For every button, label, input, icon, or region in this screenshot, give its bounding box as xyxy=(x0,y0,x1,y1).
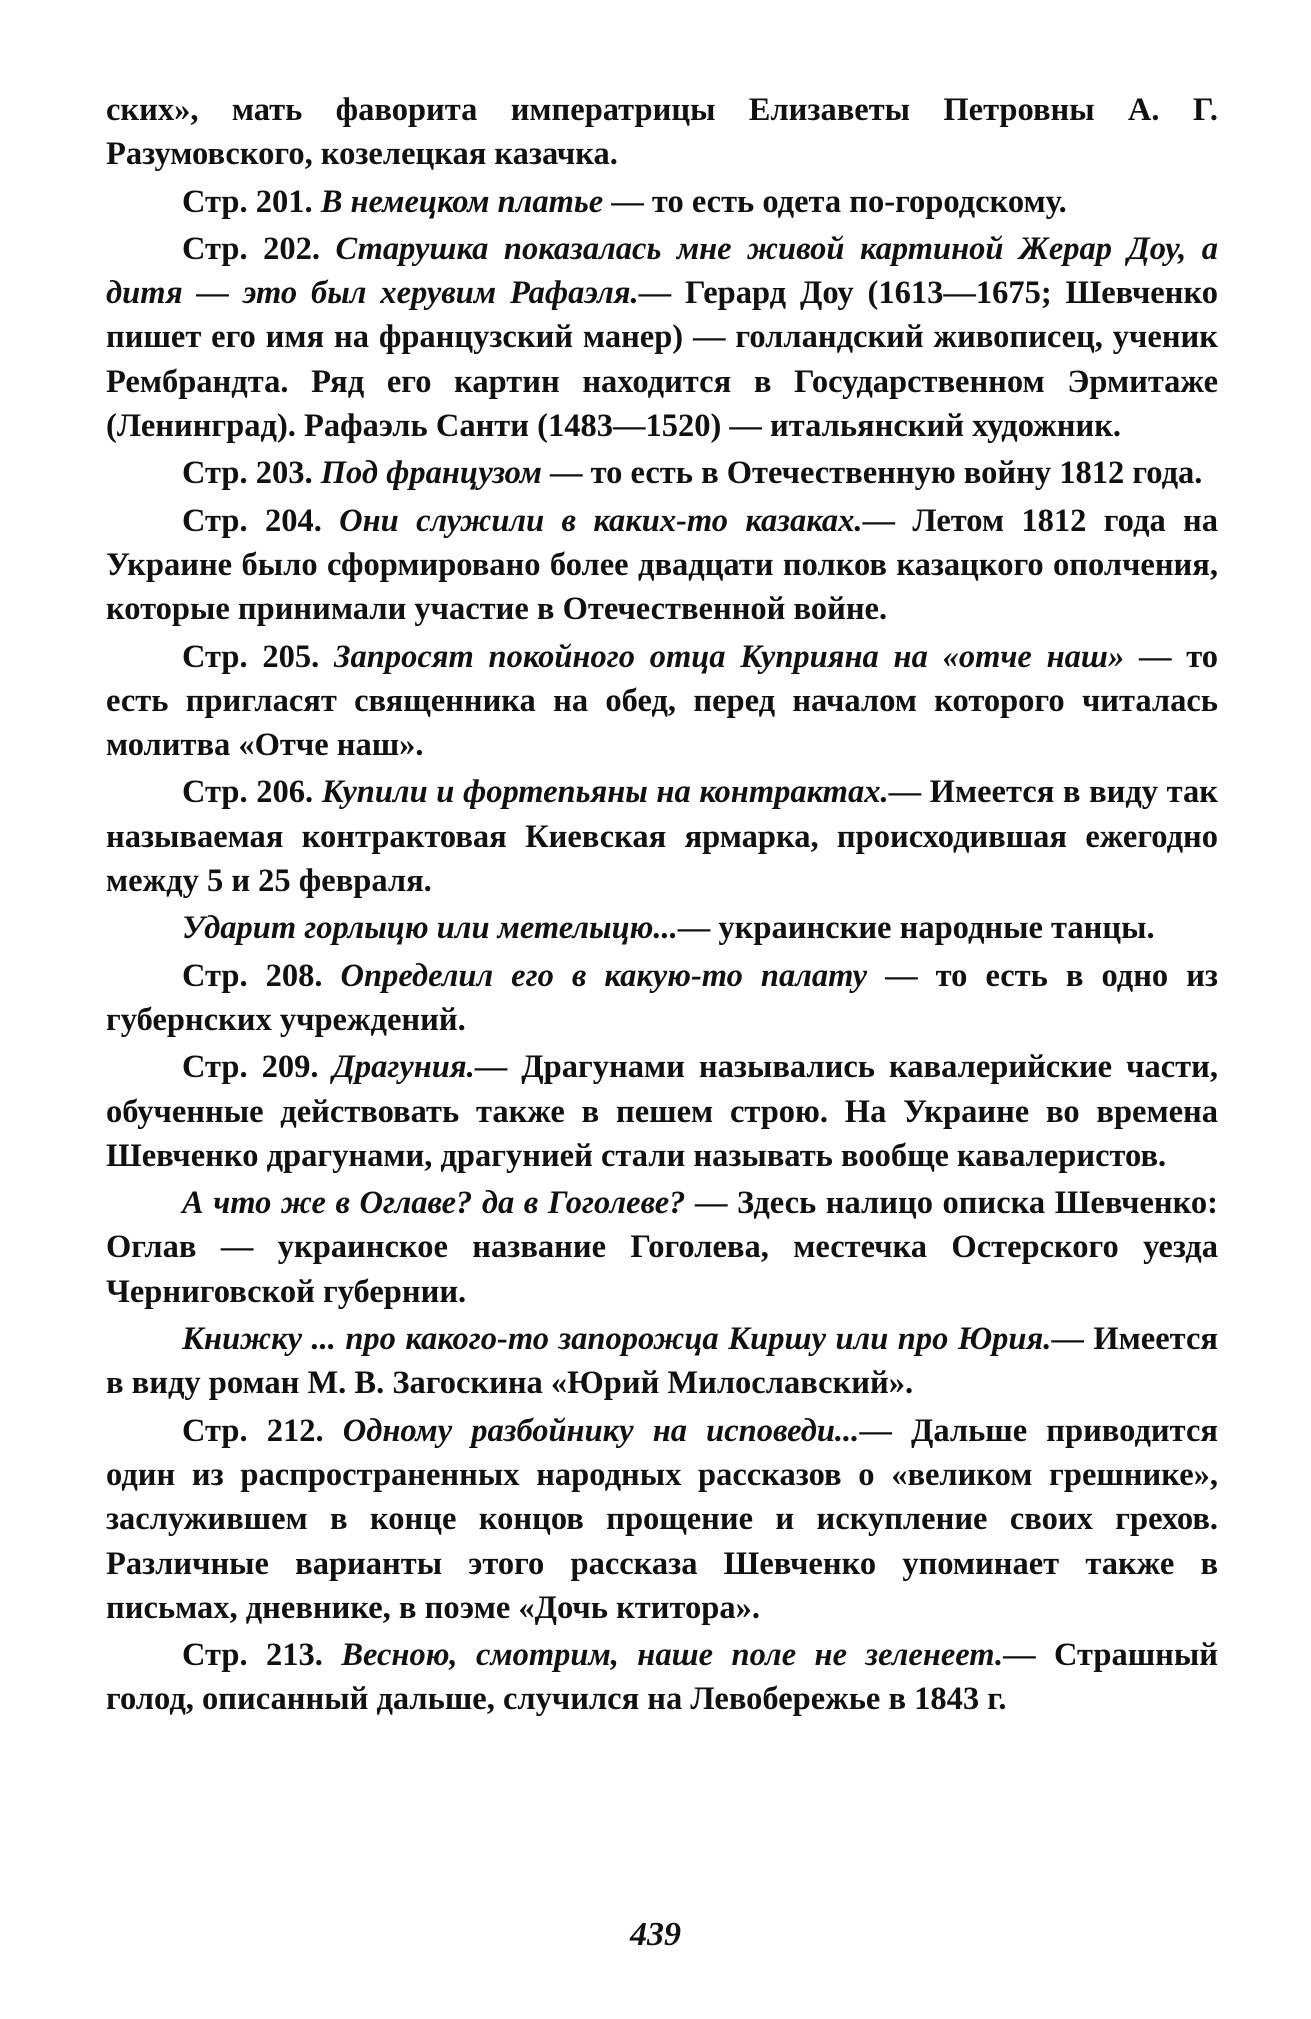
commentary-text xyxy=(106,88,1218,1725)
paragraph: Стр. 208. Определил его в какую-то палату — то есть в одно из губернских учреждений. xyxy=(106,957,1218,1038)
paragraph: Стр. 213. Весною, смотрим, наше поле не зеленеет.— Страшный голод, описанный дальше, случился на Левобережье в 1843 г. xyxy=(106,1637,1218,1718)
paragraph: А что же в Оглаве? да в Гоголеве? — Здесь налицо описка Шевченко: Оглав — украинское название Гоголева, местечка Остерского уезда Черниговской губернии. xyxy=(106,1185,1218,1310)
paragraph: Стр. 212. Одному разбойнику на исповеди...— Дальше приводится один из распространенных народных рассказов о «великом грешнике», заслужившем в конце концов прощение и искупление своих грехов. Различные варианты этого рассказа Шевченко упоминает также в письмах, дневнике, в поэме «Дочь ктитора». xyxy=(106,1412,1218,1626)
paragraph: Стр. 204. Они служили в каких-то казаках.— Летом 1812 года на Украине было сформировано более двадцати полков казацкого ополчения, которые принимали участие в Отечественной войне. xyxy=(106,502,1219,628)
paragraph: ских», мать фаворита императрицы Елизаветы Петровны А. Г. Разумовского, козелецкая казачка. xyxy=(106,92,1218,173)
paragraph: Стр. 201. В немецком платье — то есть одета по-городскому. xyxy=(182,183,1067,220)
paragraph: Стр. 203. Под французом — то есть в Отечественную войну 1812 года. xyxy=(182,455,1203,492)
paragraph: Ударит горлыцю или метелыцю...— украинские народные танцы. xyxy=(182,910,1155,947)
page-number: 439 xyxy=(630,1916,681,1953)
paragraph: Стр. 202. Старушка показалась мне живой картиной Жерар Доу, а дитя — это был херувим Рафаэля.— Герард Доу (1613—1675; Шевченко пишет его имя на французский манер) — голландский живописец, ученик Рембрандта. Ряд его картин находится в Государственном Эрмитаже (Ленинград). Рафаэль Санти (1483—1520) — итальянский художник. xyxy=(106,230,1219,445)
paragraph: Стр. 209. Драгуния.— Драгунами назывались кавалерийские части, обученные действовать также в пешем строю. На Украине во времена Шевченко драгунами, драгунией стали называть вообще кавалеристов. xyxy=(106,1049,1218,1174)
paragraph: Стр. 206. Купили и фортепьяны на контрактах.— Имеется в виду так называемая контрактовая Киевская ярмарка, происходившая ежегодно между 5 и 25 февраля. xyxy=(106,774,1218,900)
paragraph: Книжку ... про какого-то запорожца Киршу или про Юрия.— Имеется в виду роман М. В. Загоскина «Юрий Милославский». xyxy=(106,1321,1218,1402)
paragraph: Стр. 205. Запросят покойного отца Куприяна на «отче наш» — то есть пригласят священника на обед, перед началом которого читалась молитва «Отче наш». xyxy=(106,638,1218,764)
